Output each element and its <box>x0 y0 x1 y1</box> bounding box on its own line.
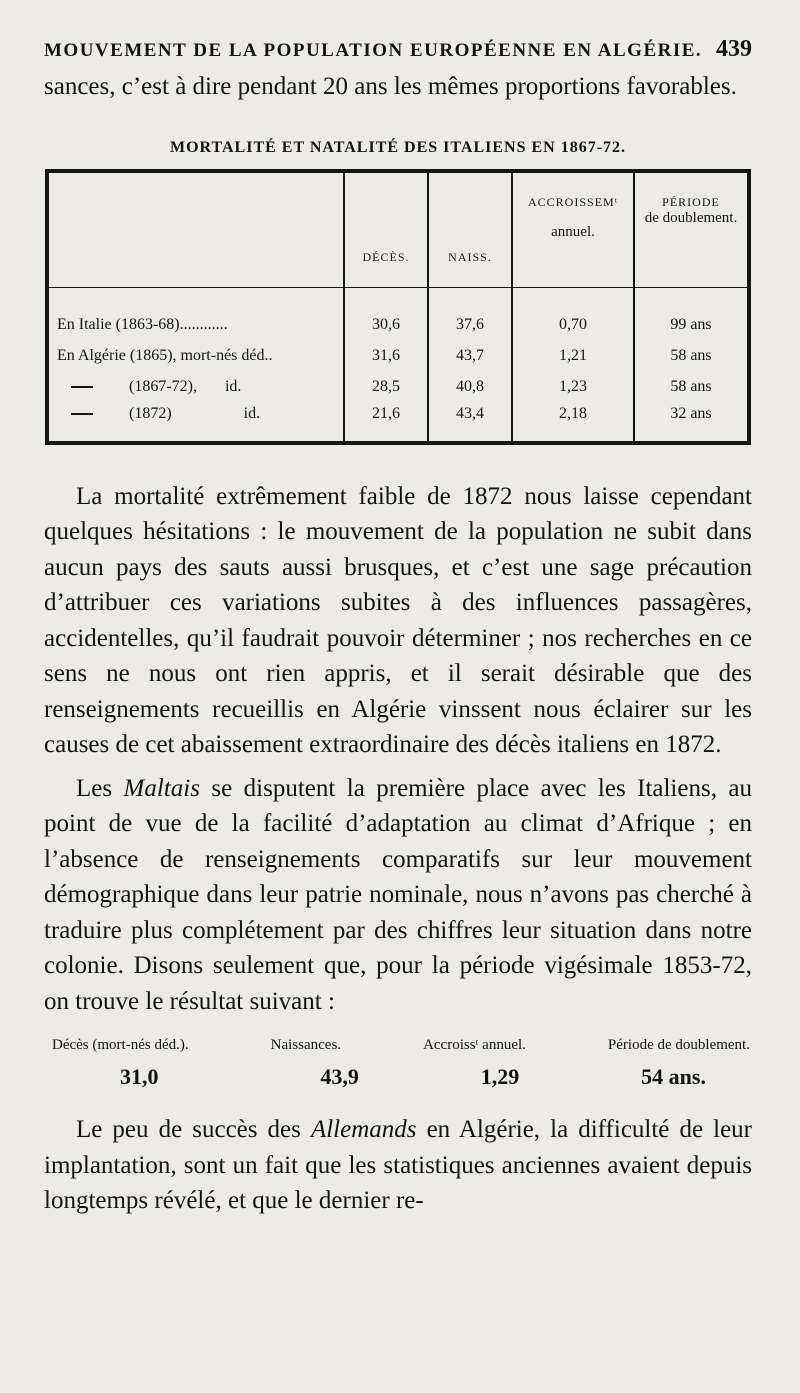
header-periode-sub: de doublement. <box>644 209 738 226</box>
cell-deces: 30,6 <box>344 310 428 341</box>
cell-periode: 99 ans <box>634 310 747 341</box>
paragraph-maltais-rest: se disputent la première place avec les Italiens, au point de vue de la facilité d’adaptation au climat d’Afrique ; en l’absence de renseignements comparatifs sur leur mouvement démographique dans leur patrie nominale, nous n’avons pas cherché à traduire plus complétement par des chiffres leur situation dans notre colonie. Disons seulement que, pour la période vigésimale 1853-72, on trouve le résultat suivant : <box>44 774 752 1015</box>
row-label: En Algérie (1865), mort-nés déd.. <box>57 347 273 364</box>
cell-naissances: 43,4 <box>428 403 512 441</box>
row-label-id: id. <box>224 378 242 395</box>
cell-naissances: 40,8 <box>428 372 512 403</box>
statistics-table <box>45 169 751 445</box>
row-label: (1867-72), <box>129 378 197 395</box>
cell-accroissement: 1,21 <box>512 341 634 372</box>
table-row <box>49 310 747 341</box>
summary-values <box>44 1064 752 1090</box>
cell-deces: 28,5 <box>344 372 428 403</box>
row-label: En Italie (1863-68)............ <box>57 316 228 333</box>
row-label-id: id. <box>243 404 261 422</box>
paragraph-maltais-italic: Maltais <box>123 774 200 802</box>
cell-periode: 58 ans <box>634 341 747 372</box>
summary-label-periode: Période de doublement. <box>607 1037 750 1053</box>
summary-value-accroissement: 1,29 <box>480 1064 520 1089</box>
header-accroissement-top: ACCROISSEMᵗ <box>528 194 618 209</box>
paragraph-allemands-italic: Allemands <box>310 1116 417 1143</box>
running-head <box>44 36 752 63</box>
summary-value-deces: 31,0 <box>120 1064 159 1089</box>
paragraph-allemands-start: Le peu de succès des <box>76 1116 311 1143</box>
ditto-dash <box>71 413 93 415</box>
summary-value-naissances: 43,9 <box>320 1064 359 1089</box>
cell-accroissement: 2,18 <box>512 403 634 441</box>
header-accroissement <box>512 173 634 288</box>
paragraph-allemands <box>44 1112 752 1219</box>
summary-label-deces: Décès (mort-nés déd.). <box>52 1037 189 1053</box>
table-row <box>49 403 747 441</box>
header-deces: DÉCÈS. <box>344 173 428 288</box>
header-accroissement-sub: annuel. <box>551 223 595 240</box>
paragraph-mortalite: La mortalité extrêmement faible de 1872 nous laisse cependant quelques hésitations : le mouvement de la population ne subit dans aucun pays des sauts aussi brusques, et c’est une sage précaution d’attribuer ces variations subites à des influences passagères, accidentelles, qu’il faudrait pouvoir déterminer ; nos recherches en ce sens ne nous ont rien appris, et il serait désirable que des renseignements recueillis en Algérie vinssent nous éclairer sur les causes de cet abaissement extraordinaire des décès italiens en 1872. <box>44 482 752 758</box>
paragraph-maltais <box>44 771 752 1020</box>
page-number: 439 <box>716 36 752 62</box>
row-label: (1872) <box>129 404 172 422</box>
header-periode-top: PÉRIODE <box>662 194 720 209</box>
cell-naissances: 43,7 <box>428 341 512 372</box>
cell-periode: 32 ans <box>634 403 747 441</box>
table-header-row <box>49 173 747 288</box>
header-label-column <box>49 173 344 288</box>
cell-deces: 21,6 <box>344 403 428 441</box>
header-naissances: NAISS. <box>428 173 512 288</box>
running-title: MOUVEMENT DE LA POPULATION EUROPÉENNE EN ALGÉRIE. <box>44 40 703 61</box>
cell-deces: 31,6 <box>344 341 428 372</box>
cell-accroissement: 1,23 <box>512 372 634 403</box>
summary-value-periode: 54 ans. <box>641 1064 706 1089</box>
cell-naissances: 37,6 <box>428 310 512 341</box>
ditto-dash <box>71 386 93 388</box>
summary-label-accroissement: Accroissᵗ annuel. <box>423 1037 526 1053</box>
row-label-group <box>49 403 344 441</box>
row-label-group <box>49 372 344 403</box>
header-periode <box>634 173 747 288</box>
cell-accroissement: 0,70 <box>512 310 634 341</box>
table-spacer-row <box>49 287 747 310</box>
table-row <box>49 372 747 403</box>
paragraph-maltais-start: Les <box>76 774 124 802</box>
table-row <box>49 341 747 372</box>
summary-label-naissances: Naissances. <box>270 1037 342 1053</box>
table-title: MORTALITÉ ET NATALITÉ DES ITALIENS EN 1867-72. <box>169 138 627 156</box>
cell-periode: 58 ans <box>634 372 747 403</box>
paragraph-continuation: sances, c’est à dire pendant 20 ans les mêmes proportions favorables. <box>44 73 737 100</box>
paragraph-allemands-rest: en Algérie, la difficulté de leur implantation, sont un fait que les statistiques anciennes avaient depuis longtemps révélé, et que le dernier re- <box>44 1116 752 1214</box>
summary-labels <box>44 1037 752 1054</box>
